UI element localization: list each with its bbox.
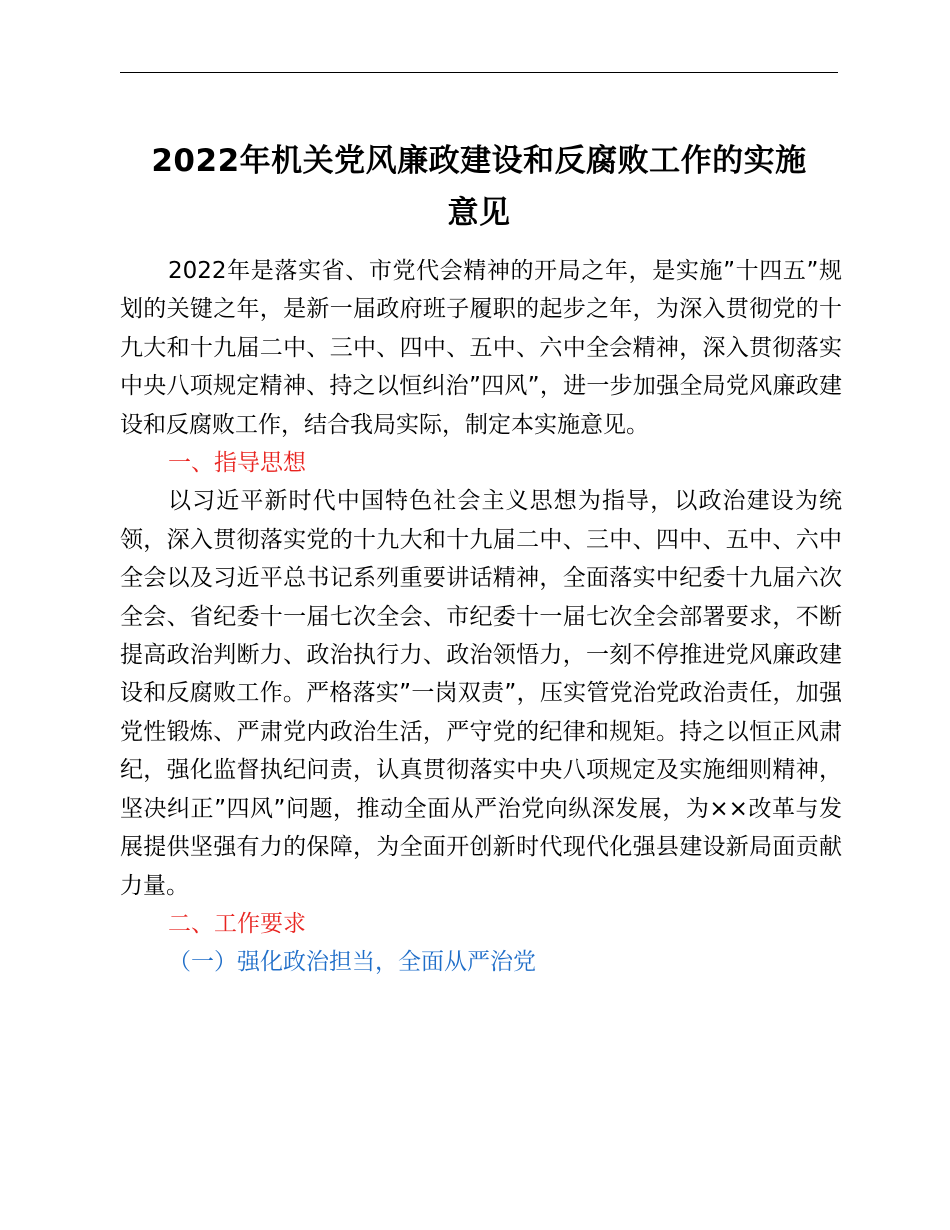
title-line-2: 意见 (447, 195, 511, 231)
document-body (120, 252, 842, 982)
intro-paragraph: 2022年是落实省、市党代会精神的开局之年，是实施”十四五”规划的关键之年，是新一届政府班子履职的起步之年，为深入贯彻党的十九大和十九届二中、三中、四中、五中、六中全会精神，深入贯彻落实中央八项规定精神、持之以恒纠治”四风”，进一步加强全局党风廉政建设和反腐败工作，结合我局实际，制定本实施意见。 (120, 258, 842, 438)
header-rule (120, 72, 838, 73)
guiding-ideology-paragraph: 以习近平新时代中国特色社会主义思想为指导，以政治建设为统领，深入贯彻落实党的十九大和十九届二中、三中、四中、五中、六中全会以及习近平总书记系列重要讲话精神，全面落实中纪委十九届六次全会、省纪委十一届七次全会、市纪委十一届七次全会部署要求，不断提高政治判断力、政治执行力、政治领悟力，一刻不停推进党风廉政建设和反腐败工作。严格落实”一岗双责”，压实管党治党政治责任，加强党性锻炼、严肃党内政治生活，严守党的纪律和规矩。持之以恒正风肃纪，强化监督执纪问责，认真贯彻落实中央八项规定及实施细则精神，坚决纠正”四风”问题，推动全面从严治党向纵深发展，为××改革与发展提供坚强有力的保障，为全面开创新时代现代化强县建设新局面贡献力量。 (120, 488, 842, 899)
section-heading-guiding-ideology: 一、指导思想 (168, 450, 306, 477)
subsection-heading-political-responsibility: （一）强化政治担当，全面从严治党 (168, 949, 536, 976)
document-title (110, 135, 848, 239)
section-heading-work-requirements: 二、工作要求 (168, 910, 306, 937)
title-line-1: 2022年机关党风廉政建设和反腐败工作的实施 (151, 143, 807, 179)
